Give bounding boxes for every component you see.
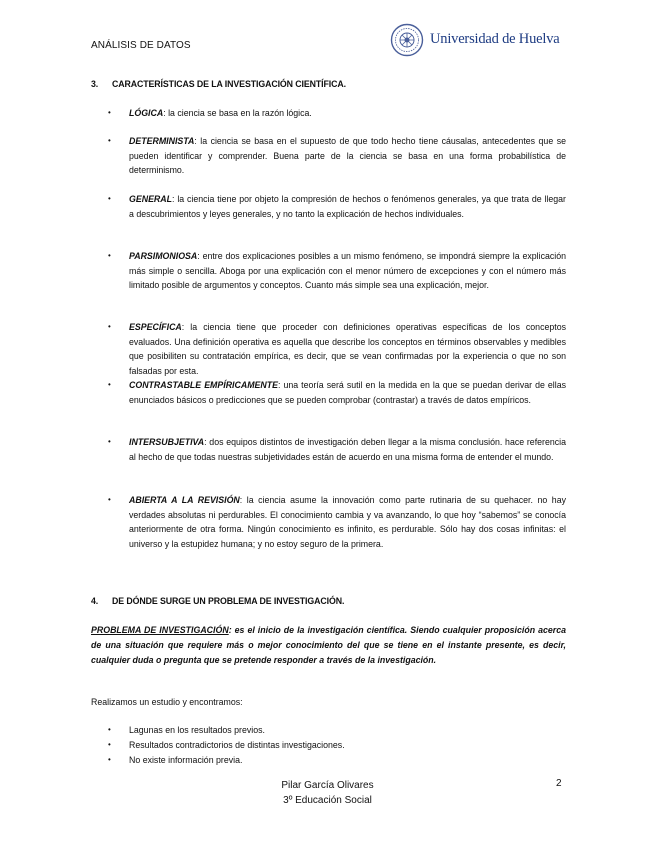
page-number: 2: [556, 778, 562, 789]
characteristic-term: GENERAL: [129, 194, 173, 204]
footer-course: 3º Educación Social: [283, 795, 372, 806]
characteristic-item: [108, 249, 566, 293]
bullet-icon: •: [108, 437, 111, 446]
bullet-icon: •: [108, 380, 111, 389]
characteristic-item: [108, 192, 566, 221]
finding-text: Resultados contradictorios de distintas investigaciones.: [129, 740, 345, 750]
section-4-title: DE DÓNDE SURGE UN PROBLEMA DE INVESTIGACIÓN.: [112, 596, 345, 606]
characteristic-item: [108, 378, 566, 407]
bullet-icon: •: [108, 322, 111, 331]
document-header-title: ANÁLISIS DE DATOS: [91, 40, 191, 51]
finding-text: No existe información previa.: [129, 755, 243, 765]
characteristic-text: : entre dos explicaciones posibles a un mismo fenómeno, se impondrá siempre la explicación más simple o sencilla. Aboga por una explicación con el menor número de excepciones y con el número más limitado posible de argumentos y conceptos. Cuanto más simple sea una explicación, mejor.: [129, 251, 566, 291]
problem-definition: [91, 623, 566, 668]
characteristic-term: ESPECÍFICA: [129, 322, 182, 332]
characteristic-item: [108, 106, 566, 121]
finding-text: Lagunas en los resultados previos.: [129, 725, 265, 735]
characteristic-text: : la ciencia tiene por objeto la compresión de hechos o fenómenos generales, ya que trata de llegar a descubrimientos y leyes generales, y no tanto la explicación de hechos individuales.: [129, 194, 566, 219]
bullet-icon: •: [108, 136, 111, 145]
findings-intro: Realizamos un estudio y encontramos:: [91, 697, 243, 707]
characteristic-text: : la ciencia se basa en el supuesto de que todo hecho tiene cáusalas, antecedentes que se pueden identificar y comprender. Buena parte de la ciencia se basa en una forma probabilística de determinismo.: [129, 136, 566, 176]
problem-term: PROBLEMA DE INVESTIGACIÓN: [91, 625, 229, 635]
bullet-icon: •: [108, 495, 111, 504]
finding-item: [108, 755, 242, 765]
characteristic-term: INTERSUBJETIVA: [129, 437, 205, 447]
characteristic-item: [108, 134, 566, 178]
characteristic-text: : la ciencia asume la innovación como parte rutinaria de su quehacer. no hay verdades absolutas ni perdurables. El conocimiento cambia y va avanzando, lo que hoy “sabemos” se conocía anteriormente de otra forma. Ningún conocimiento es infinito, es perdurable. Sólo hay dos cosas infinitas: el universo y la estupidez humana; y no estoy seguro de la primera.: [129, 495, 566, 549]
characteristic-item: [108, 320, 566, 378]
section-3-title: CARACTERÍSTICAS DE LA INVESTIGACIÓN CIENTÍFICA.: [112, 79, 346, 89]
university-wordmark: Universidad de Huelva: [430, 31, 560, 47]
finding-item: [108, 725, 265, 735]
bullet-icon: •: [108, 725, 111, 734]
bullet-icon: •: [108, 251, 111, 260]
characteristic-text: : la ciencia se basa en la razón lógica.: [163, 108, 312, 118]
bullet-icon: •: [108, 755, 111, 764]
characteristic-term: CONTRASTABLE EMPÍRICAMENTE: [129, 380, 278, 390]
characteristic-text: : una teoría será sutil en la medida en la que se puedan derivar de ellas enunciados básicos o predicciones que se pueden comprobar (contrastar) a través de datos empíricos.: [129, 380, 566, 405]
section-3-number: 3.: [91, 79, 99, 89]
characteristic-term: LÓGICA: [129, 108, 164, 118]
section-4-heading: [91, 596, 344, 606]
bullet-icon: •: [108, 108, 111, 117]
characteristic-text: : dos equipos distintos de investigación deben llegar a la misma conclusión. hace referencia al hecho de que todas nuestras subjetividades están de acuerdo en una misma forma de entender el mundo.: [129, 437, 566, 462]
characteristic-item: [108, 435, 566, 464]
characteristic-term: DETERMINISTA: [129, 136, 195, 146]
characteristic-term: ABIERTA A LA REVISIÓN: [129, 495, 240, 505]
university-logo: [390, 22, 566, 58]
finding-item: [108, 740, 345, 750]
characteristic-item: [108, 493, 566, 551]
characteristic-text: : la ciencia tiene que proceder con definiciones operativas específicas de los conceptos evaluados. Una definición operativa es aquella que describe los conceptos en términos observables y medibles que posibiliten su contratación empírica, es decir, que se vean confirmadas por la experiencia o que no son falsadas por esta.: [129, 322, 566, 376]
characteristic-term: PARSIMONIOSA: [129, 251, 198, 261]
section-3-heading: [91, 79, 346, 89]
footer-author: Pilar García Olivares: [281, 780, 374, 791]
university-seal-icon: [390, 23, 424, 57]
bullet-icon: •: [108, 194, 111, 203]
bullet-icon: •: [108, 740, 111, 749]
problem-text: : es el inicio de la investigación científica. Siendo cualquier proposición acerca de una situación que requiere más o mejor conocimiento del que se tiene en el instante presente, es decir, cualquier duda o pregunta que se pretende responder a través de la investigación.: [91, 625, 566, 665]
section-4-number: 4.: [91, 596, 99, 606]
